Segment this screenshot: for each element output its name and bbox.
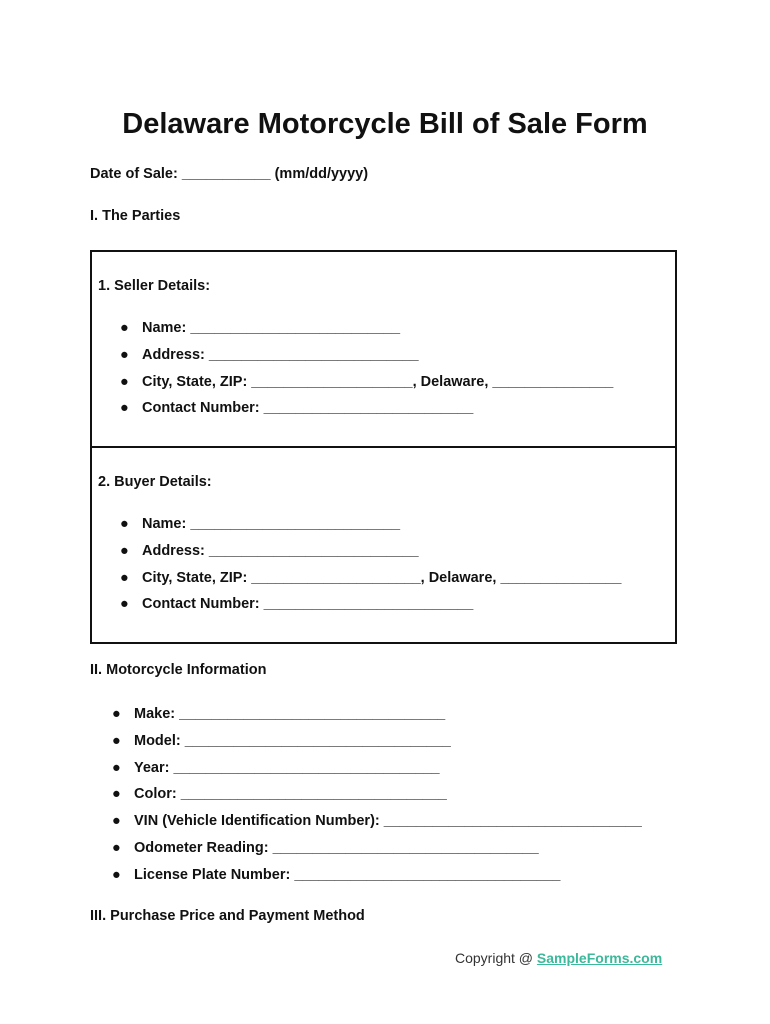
color-field: ● Color: _________________________________ (112, 786, 447, 803)
bullet: ● (112, 732, 121, 749)
seller-heading: 1. Seller Details: (98, 278, 211, 294)
bullet: ● (112, 759, 121, 776)
motorcycle-list (112, 704, 642, 892)
bullet: ● (120, 320, 129, 336)
section-purchase-heading: III. Purchase Price and Payment Method (90, 908, 365, 924)
page-title: Delaware Motorcycle Bill of Sale Form (122, 108, 648, 140)
model-field: ● Model: _________________________________ (112, 732, 451, 749)
seller-list (120, 318, 613, 425)
bullet: ● (112, 786, 121, 803)
odometer-field: ● Odometer Reading: _________________________________ (112, 839, 539, 856)
vin-field: ● VIN (Vehicle Identification Number): ________________________________ (112, 813, 642, 830)
license-plate-field: ● License Plate Number: _________________________________ (112, 866, 561, 883)
buyer-contact-field: ● Contact Number: __________________________ (120, 596, 474, 613)
bullet: ● (112, 839, 121, 856)
section-parties-heading: I. The Parties (90, 208, 181, 224)
bullet: ● (112, 866, 121, 883)
section-motorcycle-heading: II. Motorcycle Information (90, 662, 267, 678)
copyright-footer (455, 950, 662, 966)
buyer-city-state-zip-field: ● City, State, ZIP: _____________________, Delaware, _______________ (120, 569, 622, 586)
bullet: ● (120, 373, 129, 390)
buyer-heading: 2. Buyer Details: (98, 474, 212, 490)
bullet: ● (112, 706, 121, 722)
buyer-address-field: ● Address: __________________________ (120, 542, 419, 559)
seller-address-field: ● Address: __________________________ (120, 346, 419, 363)
bullet: ● (120, 569, 129, 586)
bullet: ● (120, 596, 129, 613)
bullet: ● (120, 400, 129, 417)
seller-contact-field: ● Contact Number: __________________________ (120, 400, 474, 417)
bullet: ● (120, 516, 129, 532)
copyright-prefix: Copyright @ (455, 950, 537, 966)
make-field: ● Make: _________________________________ (112, 706, 446, 722)
bullet: ● (120, 542, 129, 559)
buyer-details-box (90, 446, 677, 644)
sampleforms-link[interactable]: SampleForms.com (536, 950, 663, 966)
seller-name-field: ● Name: __________________________ (120, 320, 401, 336)
buyer-list (120, 514, 621, 621)
date-of-sale-line: Date of Sale: ___________ (mm/dd/yyyy) (90, 166, 369, 182)
year-field: ● Year: _________________________________ (112, 759, 440, 776)
bullet: ● (112, 813, 121, 830)
bullet: ● (120, 346, 129, 363)
buyer-name-field: ● Name: __________________________ (120, 516, 401, 532)
seller-details-box (90, 250, 677, 448)
seller-city-state-zip-field: ● City, State, ZIP: ____________________, Delaware, _______________ (120, 373, 614, 390)
